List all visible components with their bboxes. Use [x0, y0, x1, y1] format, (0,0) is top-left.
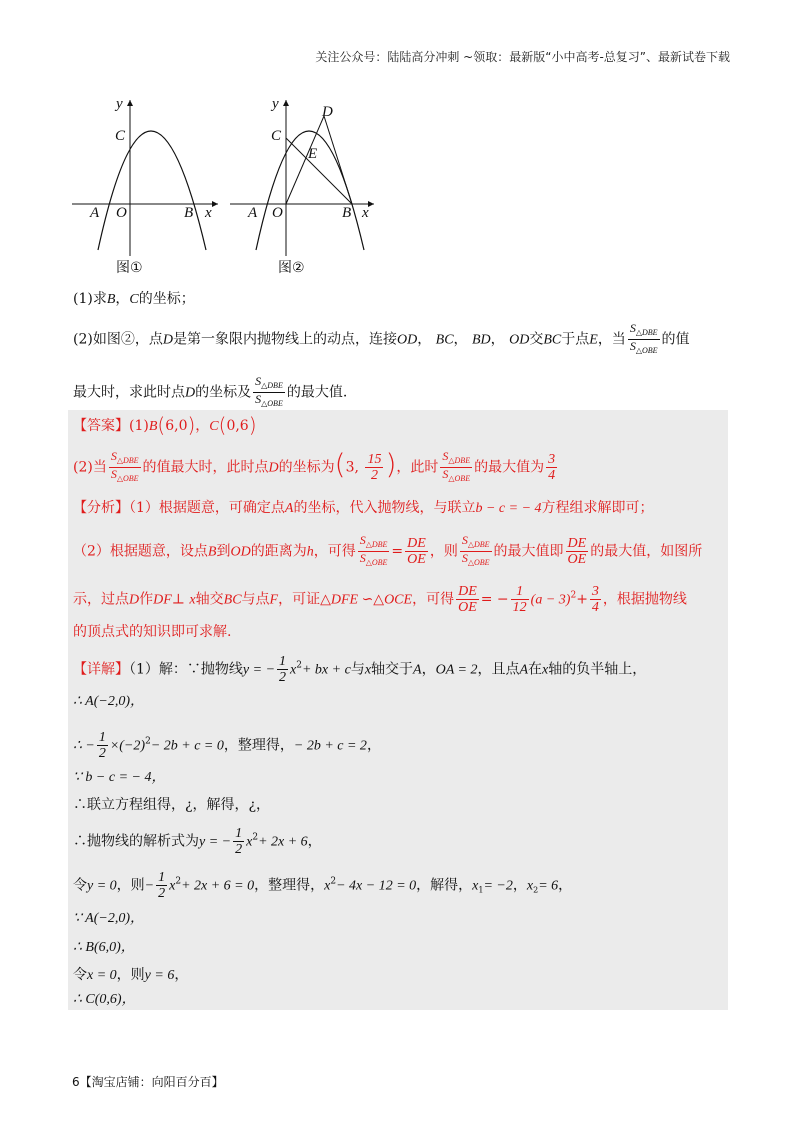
fig2-caption: 图②: [278, 260, 305, 276]
figures: [68, 96, 388, 278]
detail-line-5: ∴联立方程组得，¿，解得，¿，: [73, 797, 271, 813]
fig1-caption: 图①: [116, 260, 143, 276]
fig2-label-o: O: [272, 205, 283, 221]
ratio-fraction-2: $\frac{S_{\triangle DBE}}{S_{\triangle OBE}}$: [255, 374, 283, 408]
question-2: (2)如图②，点D是第一象限内抛物线上的动点，连接OD， BC， BD， OD交BC于点E，当 $\frac{S_{\triangle DBE}}{S_{\triangle OBE}}$ 的值: [73, 321, 690, 355]
figure-1: [72, 96, 218, 276]
footer-text: 【淘宝店铺：向阳百分百】: [79, 1075, 224, 1089]
question-2-line-2: 最大时，求此时点D的坐标及 $\frac{S_{\triangle DBE}}{S_{\triangle OBE}}$ 的最大值.: [73, 374, 348, 408]
answer-line-2: (2)当 $\frac{S_{\triangle DBE}}{S_{\triangle OBE}}$ 的值最大时，此时点D的坐标为(3, $\frac{15}{2}$ )，此时 $\frac{S_{\triangle DBE}}{S_{\triangle OBE}}$ 的最大值为 $\frac{3}{4}$: [73, 447, 556, 483]
answer-line-1: 【答案】(1)B(6,0)，C(0,6): [73, 413, 257, 437]
page-footer: [72, 1073, 224, 1090]
detail-line-2: ∴ A(−2,0)，: [73, 694, 144, 709]
fig1-label-a: A: [90, 205, 100, 221]
fig1-label-y: y: [116, 96, 123, 112]
question-1: (1)求B，C的坐标；: [73, 291, 195, 307]
detail-line-1: 【详解】（1）解：∵抛物线y = − $\frac{1}{2}$ $x^2+$ bx + c与x轴交于A，OA = 2，且点A在x轴的负半轴上，: [73, 654, 647, 685]
analysis-line-4: 的顶点式的知识即可求解.: [73, 624, 232, 640]
page-number: 6: [72, 1075, 80, 1089]
detail-line-4: ∵ b − c = − 4，: [73, 770, 166, 785]
detail-line-11: ∴ C(0,6)，: [73, 992, 136, 1007]
fig2-label-x: x: [362, 205, 369, 221]
fig1-label-c: C: [115, 128, 126, 144]
fig1-label-o: O: [116, 205, 127, 221]
fig2-label-c: C: [271, 128, 282, 144]
figure-2: [230, 96, 374, 276]
ratio-fraction: $\frac{S_{\triangle DBE}}{S_{\triangle OBE}}$: [629, 321, 658, 355]
analysis-line-3: 示，过点D作DF⊥ x轴交BC与点F，可证△DFE ∽△OCE，可得 $\frac{DE}{OE}$ = − $\frac{1}{12}$ $(a - 3)^2+$ $\frac{3}{4}$ ，根据抛物线: [73, 584, 687, 615]
fig2-label-d: D: [322, 104, 333, 120]
fig2-label-a: A: [248, 205, 258, 221]
detail-line-9: ∴ B(6,0)，: [73, 940, 135, 955]
fig1-label-b: B: [184, 205, 194, 221]
detail-line-10: 令x = 0，则y = 6，: [73, 967, 189, 983]
analysis-line-2: （2）根据题意，设点B到OD的距离为h，可得 $\frac{S_{\triangle DBE}}{S_{\triangle OBE}}$ = $\frac{DE}{OE}$ ，则 $\frac{S_{\triangle DBE}}{S_{\triangle OBE}}$ 的最大值即 $\frac{DE}{OE}$ 的最大值，如图所: [73, 533, 703, 567]
detail-line-7: 令y = 0，则− $\frac{1}{2}$ $x^2+ 2x + 6 = 0$，整理得，$x^2- 4x - 12 = 0$，解得，$x_1= -2$，$x_2= 6$，: [73, 870, 573, 901]
analysis-line-1: 【分析】（1）根据题意，可确定点A的坐标，代入抛物线，与联立b − c = − 4方程组求解即可；: [73, 500, 654, 516]
fig2-label-e: E: [308, 146, 318, 162]
detail-line-8: ∵ A(−2,0)，: [73, 911, 144, 926]
detail-line-6: ∴抛物线的解析式为y = − $\frac{1}{2}$ $x^2+ 2x + 6$，: [73, 826, 322, 857]
fig1-label-x: x: [205, 205, 212, 221]
fig2-label-y: y: [272, 96, 279, 112]
detail-line-3: ∴ − $\frac{1}{2}$ $\times(-2)^2- 2b + c = 0$，整理得，− 2b + c = 2，: [73, 730, 381, 761]
page-header: 关注公众号：陆陆高分冲刺 ~领取：最新版“小中高考-总复习”、最新试卷下载: [315, 50, 730, 64]
fig2-label-b: B: [342, 205, 352, 221]
